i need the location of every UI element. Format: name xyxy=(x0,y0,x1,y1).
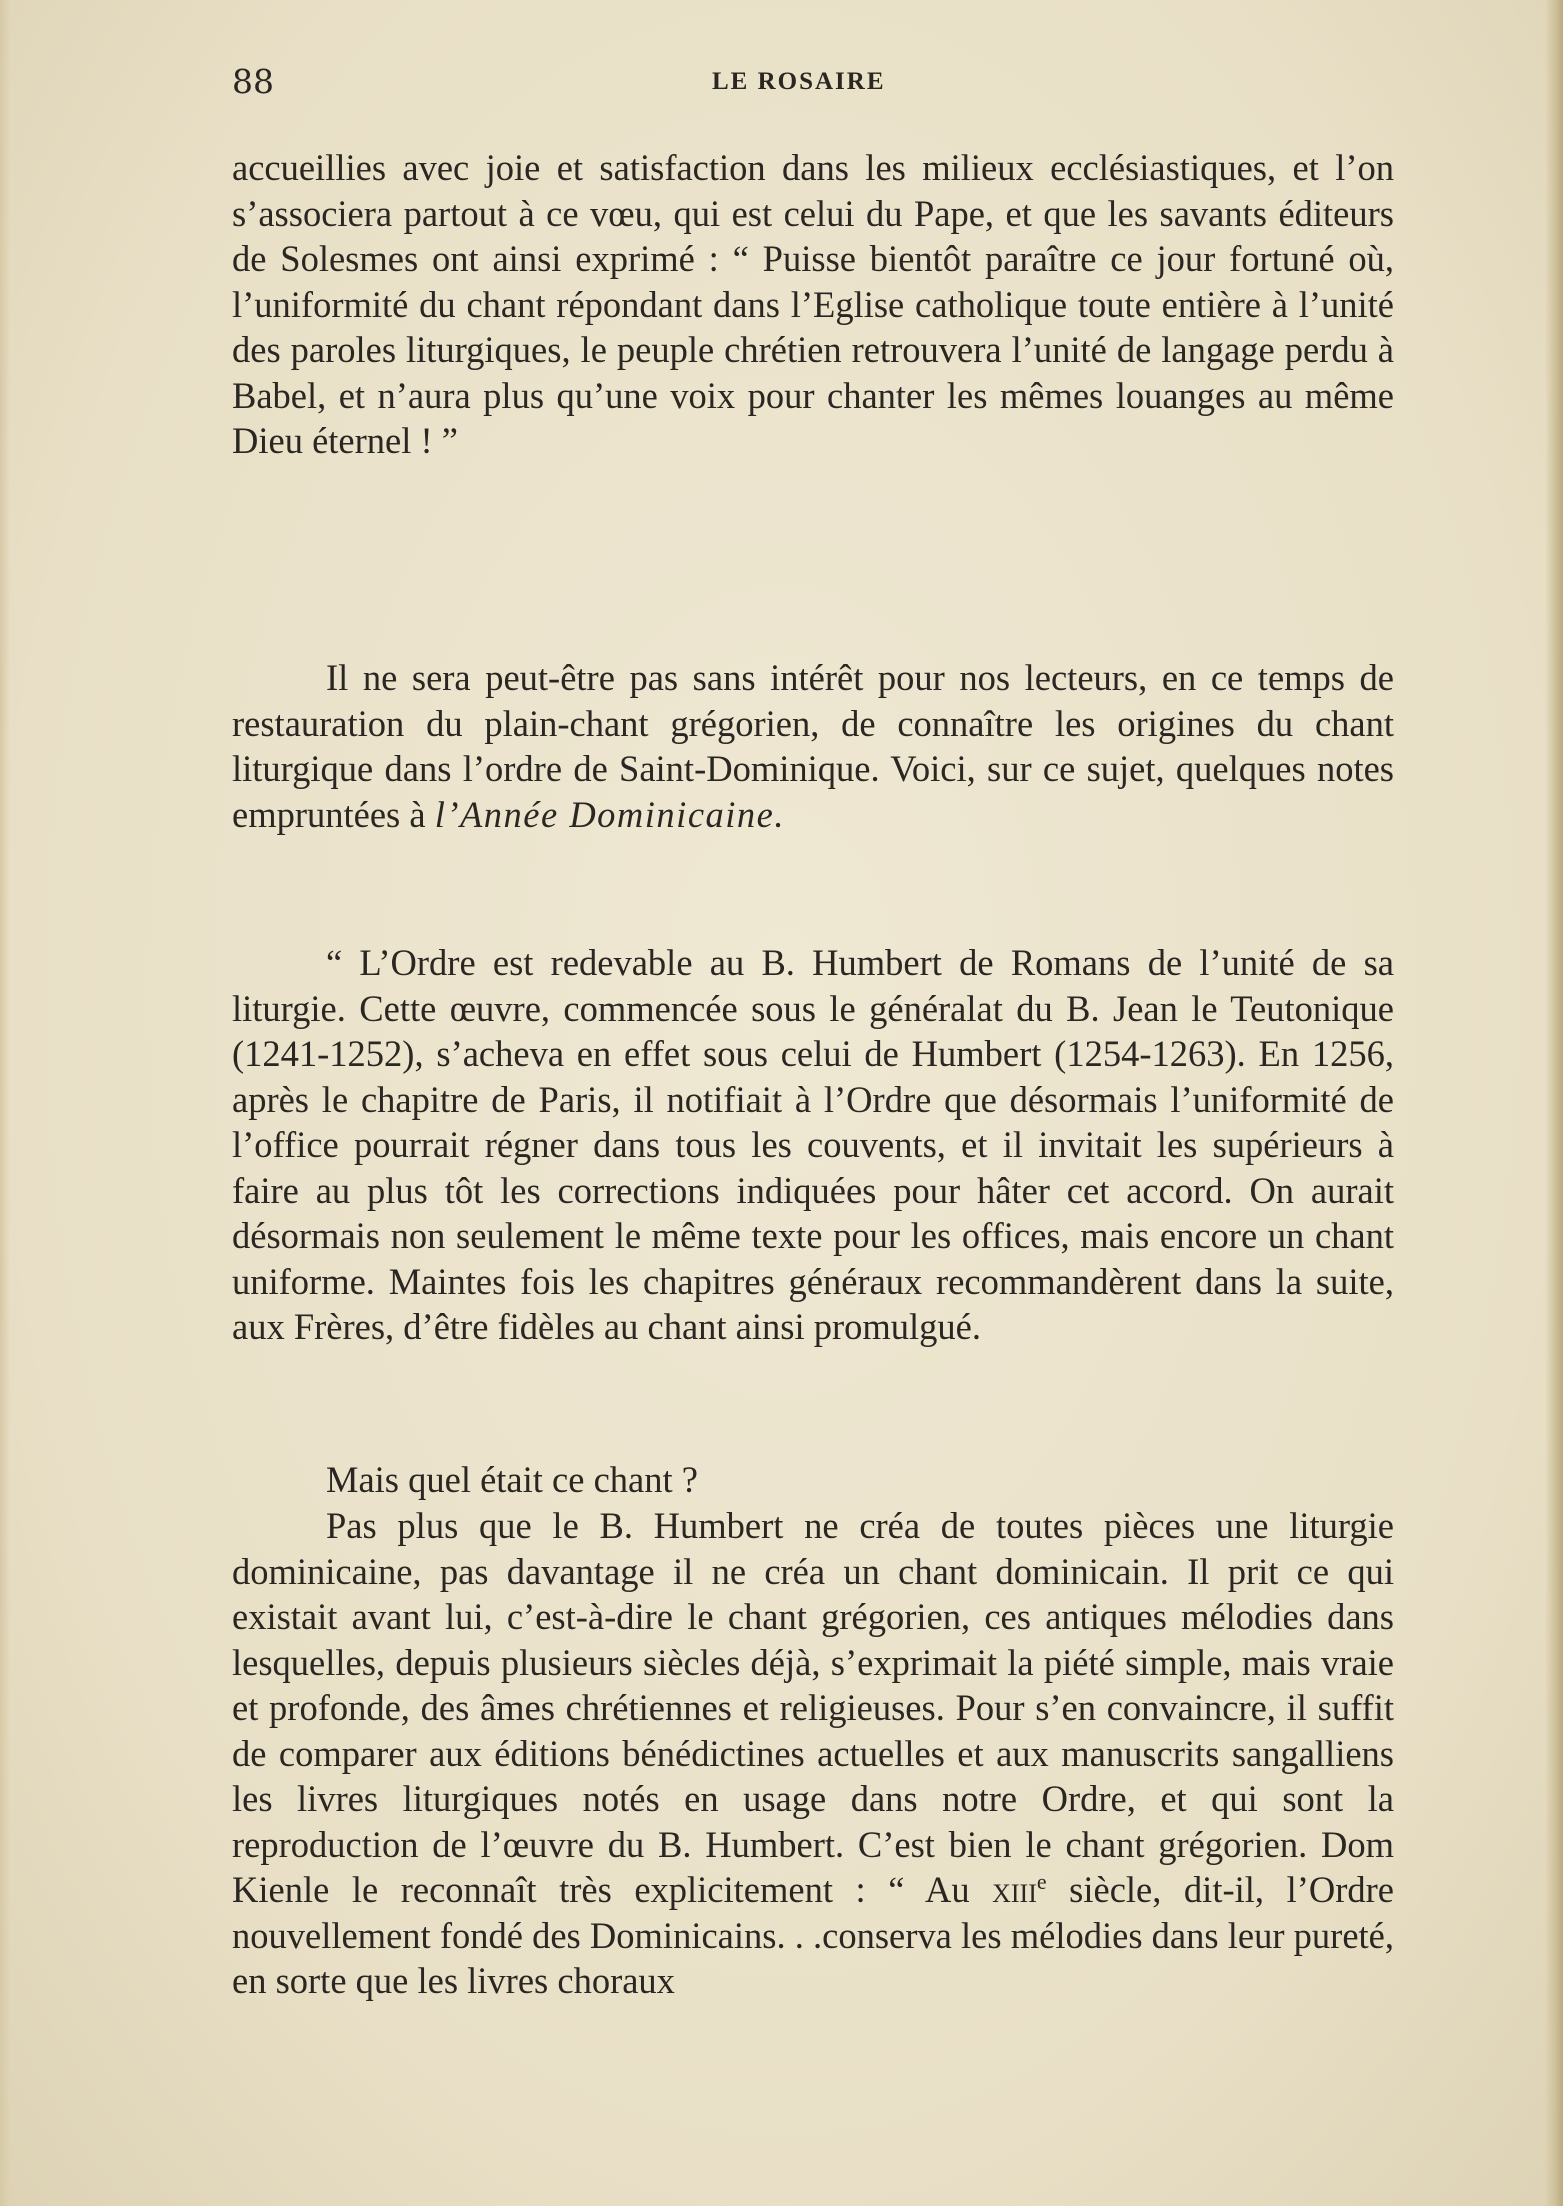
paragraph-5-text-before: Pas plus que le B. Humbert ne créa de toutes pièces une liturgie dominicaine, pas davantage il ne créa un chant dominicain. Il prit ce qui existait avant lui, c’est-à-dire le chant grégorien, ces antiques mélodies dans lesquelles, depuis plusieurs siècles déjà, s’exprimait la piété simple, mais vraie et profonde, des âmes chrétiennes et religieuses. Pour s’en convaincre, il suffit de comparer aux éditions bénédictines actuelles et aux manuscrits sangalliens les livres liturgiques notés en usage dans notre Ordre, et qui sont la reproduction de l’œuvre du B. Humbert. C’est bien le chant grégorien. Dom Kienle le reconnaît très explicitement : “ Au xyxy=(232,1505,1394,1910)
paragraph-2-text: Il ne sera peut-être pas sans intérêt pour nos lecteurs, en ce temps de restauration du plain-chant grégorien, de connaître les origines du chant liturgique dans l’ordre de Saint-Dominique. Voici, sur ce sujet, quelques notes empruntées à xyxy=(232,657,1394,835)
paragraph-question xyxy=(232,1457,1394,1503)
paragraph-5-text-after: siècle, dit-il, l’Ordre nouvellement fondé des Dominicains. . .conserva les mélodies dans leur pureté, en sorte que les livres choraux xyxy=(232,1869,1394,2001)
source-title: l’Année Dominicaine. xyxy=(434,793,785,835)
running-title: LE ROSAIRE xyxy=(712,68,886,95)
paragraph-3-text: “ L’Ordre est redevable au B. Humbert de Romans de l’unité de sa liturgie. Cette œuvre, commencée sous le généralat du B. Jean le Teutonique (1241-1252), s’acheva en effet sous celui de Humbert (1254-1263). En 1256, après le chapitre de Paris, il notifiait à l’Ordre que désormais l’uniformité de l’office pourrait régner dans tous les couvents, et il invitait les supérieurs à faire au plus tôt les corrections indiquées pour hâter cet accord. On aurait désormais non seulement le même texte pour les offices, mais encore un chant uniforme. Maintes fois les chapitres généraux recommandèrent dans la suite, aux Frères, d’être fidèles au chant ainsi promulgué. xyxy=(232,942,1394,1347)
century-numeral: xiii xyxy=(992,1869,1037,1910)
century-superscript: e xyxy=(1036,1868,1047,1894)
page-number: 88 xyxy=(232,62,274,101)
paragraph-1-text: accueillies avec joie et satisfaction dans les milieux ecclésiastiques, et l’on s’associera partout à ce vœu, qui est celui du Pape, et que les savants éditeurs de Solesmes ont ainsi exprimé : “ Puisse bientôt paraître ce jour fortuné où, l’uniformité du chant répondant dans l’Eglise catholique toute entière à l’unité des paroles liturgiques, le peuple chrétien retrouvera l’unité de langage perdu à Babel, et n’aura plus qu’une voix pour chanter les mêmes louanges au même Dieu éternel ! ” xyxy=(232,147,1394,461)
paragraph-continuation xyxy=(232,145,1394,464)
paragraph-argument xyxy=(232,1503,1394,2004)
paragraph-quote xyxy=(232,940,1394,1350)
paragraph-4-text: Mais quel était ce chant ? xyxy=(326,1459,698,1500)
paragraph-2 xyxy=(232,655,1394,837)
page-left-edge xyxy=(0,0,10,2206)
page-header xyxy=(232,62,1332,102)
paragraph-intro xyxy=(232,655,1394,837)
page-right-edge xyxy=(1545,0,1563,2206)
paragraph-5 xyxy=(232,1503,1394,2004)
